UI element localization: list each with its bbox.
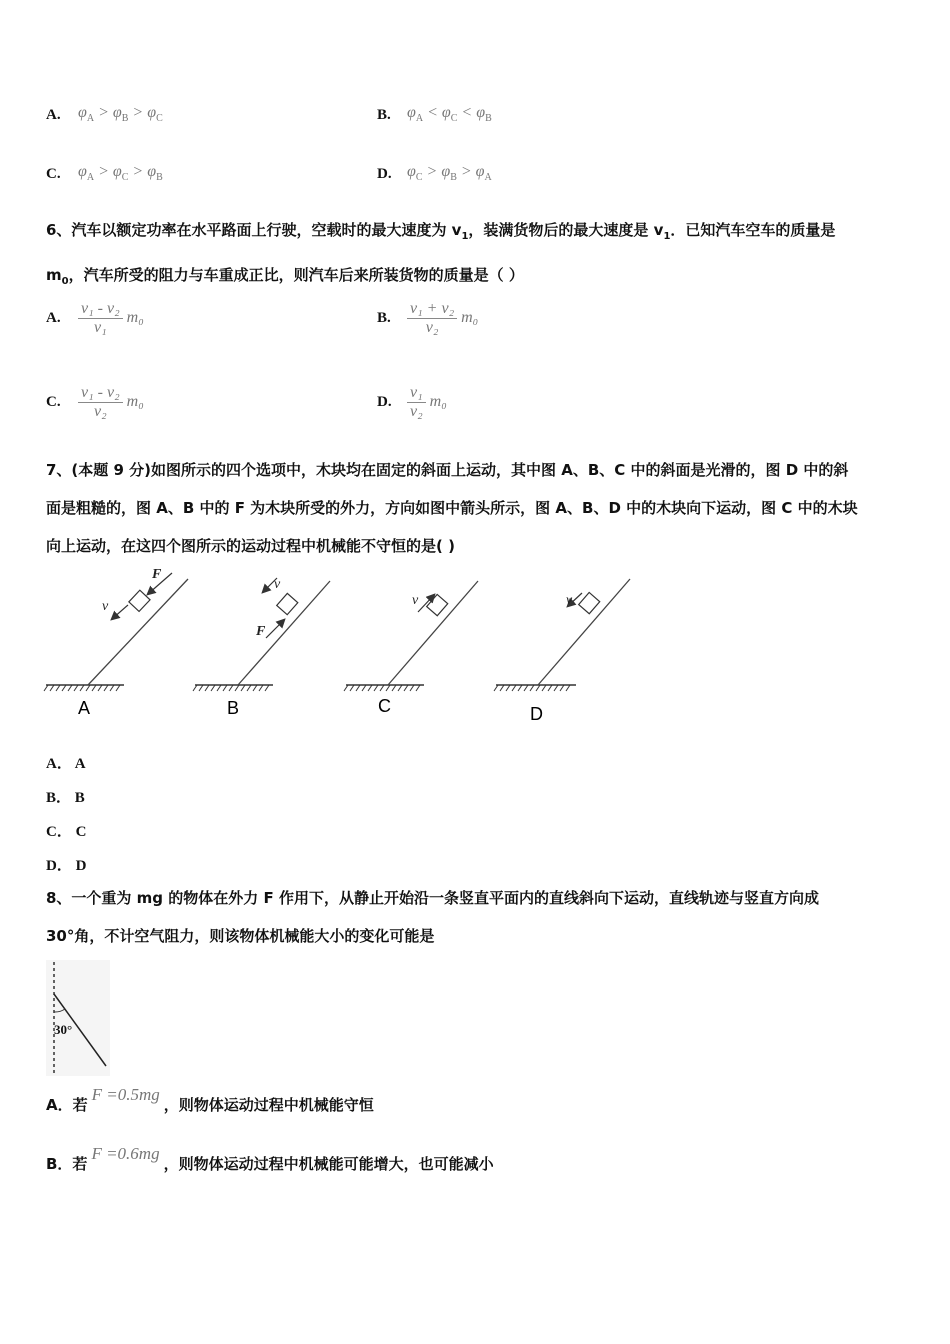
q6-option-b <box>377 294 478 342</box>
mass-term: m₀ <box>126 393 144 410</box>
q6-stem <box>46 211 916 301</box>
incline-c <box>344 581 478 691</box>
q8-line-2: 30°角，不计空气阻力，则该物体机械能大小的变化可能是 <box>46 927 435 945</box>
q7-choice-c: C． C <box>46 824 87 840</box>
incline-a <box>44 573 188 691</box>
q7-choice-b: B． B <box>46 790 85 806</box>
q8-figure <box>46 960 110 1076</box>
q8-option-a <box>46 1084 374 1115</box>
q8-line-1: 8、一个重为 mg 的物体在外力 F 作用下，从静止开始沿一条竖直平面内的直线斜向下运动，直线轨迹与竖直方向成 <box>46 889 819 907</box>
mass-term: m₀ <box>461 309 479 326</box>
q5-option-b-expr: $\varphi_A < \varphi_C < \varphi_B$ <box>407 104 492 125</box>
mass-term: m₀ <box>126 309 144 326</box>
q6-line-2: $m_0$，汽车所受的阻力与车重成正比，则汽车后来所装货物的质量是（ ） <box>46 266 524 287</box>
angle-label: 30° <box>54 1022 73 1037</box>
q5-option-b <box>377 104 391 124</box>
q5-option-d-expr: $\varphi_C > \varphi_B > \varphi_A$ <box>407 163 492 184</box>
option-text: ，则物体运动过程中机械能守恒 <box>163 1096 374 1114</box>
q5-option-a <box>46 104 61 124</box>
q7-line-3: 向上运动，在这四个图所示的运动过程中机械能不守恒的是( ) <box>46 537 455 555</box>
option-label: A. <box>46 309 61 326</box>
fraction: $\frac{\text{v₁ - v₂}}{\text{v₂}}$ <box>78 384 123 421</box>
velocity-label-d: v <box>566 593 573 608</box>
condition-expr: F =0.6mg <box>91 1143 160 1163</box>
option-label: C. <box>46 166 61 182</box>
q8-option-b <box>46 1143 494 1174</box>
mass-term: m₀ <box>429 393 447 410</box>
q5-option-c <box>46 163 61 183</box>
velocity-label-a: v <box>102 599 109 614</box>
option-label: A．若 <box>46 1096 88 1114</box>
option-label: A. <box>46 107 61 123</box>
option-text: ，则物体运动过程中机械能可能增大，也可能减小 <box>163 1155 494 1173</box>
fraction: $\frac{\text{v₁}}{\text{v₂}}$ <box>407 384 426 421</box>
force-label-a: F <box>152 567 162 582</box>
q7-figure <box>40 562 660 732</box>
q8-stem <box>46 879 926 955</box>
q6-option-a <box>46 294 144 342</box>
q6-option-d <box>377 378 447 426</box>
q7-line-2: 面是粗糙的，图 A、B 中的 F 为木块所受的外力，方向如图中箭头所示，图 A、B、D 中的木块向下运动，图 C 中的木块 <box>46 499 858 517</box>
option-label: D. <box>377 393 392 410</box>
q6-option-c <box>46 378 144 426</box>
option-label: B. <box>377 107 391 123</box>
figure-label-c: C <box>378 696 391 716</box>
figure-label-a: A <box>78 698 91 718</box>
q7-stem <box>46 451 926 565</box>
force-label-b: F <box>256 624 266 639</box>
option-label: B．若 <box>46 1155 88 1173</box>
option-label: C. <box>46 393 61 410</box>
fraction: $\frac{\text{v₁ + v₂}}{\text{v₂}}$ <box>407 300 457 337</box>
q7-choice-a: A． A <box>46 756 86 772</box>
condition-expr: F =0.5mg <box>91 1084 160 1104</box>
velocity-label-b: v <box>274 577 281 592</box>
q5-option-a-expr: $\varphi_A > \varphi_B > \varphi_C$ <box>78 104 163 125</box>
figure-label-d: D <box>530 704 543 724</box>
figure-label-b: B <box>227 698 240 718</box>
q5-option-d <box>377 163 392 183</box>
fraction: $\frac{\text{v₁ - v₂}}{\text{v₁}}$ <box>78 300 123 337</box>
incline-d <box>494 579 630 691</box>
q7-line-1: 7、(本题 9 分)如图所示的四个选项中，木块均在固定的斜面上运动，其中图 A、B、C 中的斜面是光滑的，图 D 中的斜 <box>46 461 849 479</box>
option-label: B. <box>377 309 391 326</box>
option-label: D. <box>377 166 392 182</box>
q6-line-1: 6、汽车以额定功率在水平路面上行驶，空载时的最大速度为 $v_1$，装满货物后的最大速度是 $v_1$．已知汽车空车的质量是 <box>46 221 836 242</box>
velocity-label-c: v <box>412 593 419 608</box>
q5-option-c-expr: $\varphi_A > \varphi_C > \varphi_B$ <box>78 163 163 184</box>
q7-choice-d: D． D <box>46 858 87 874</box>
